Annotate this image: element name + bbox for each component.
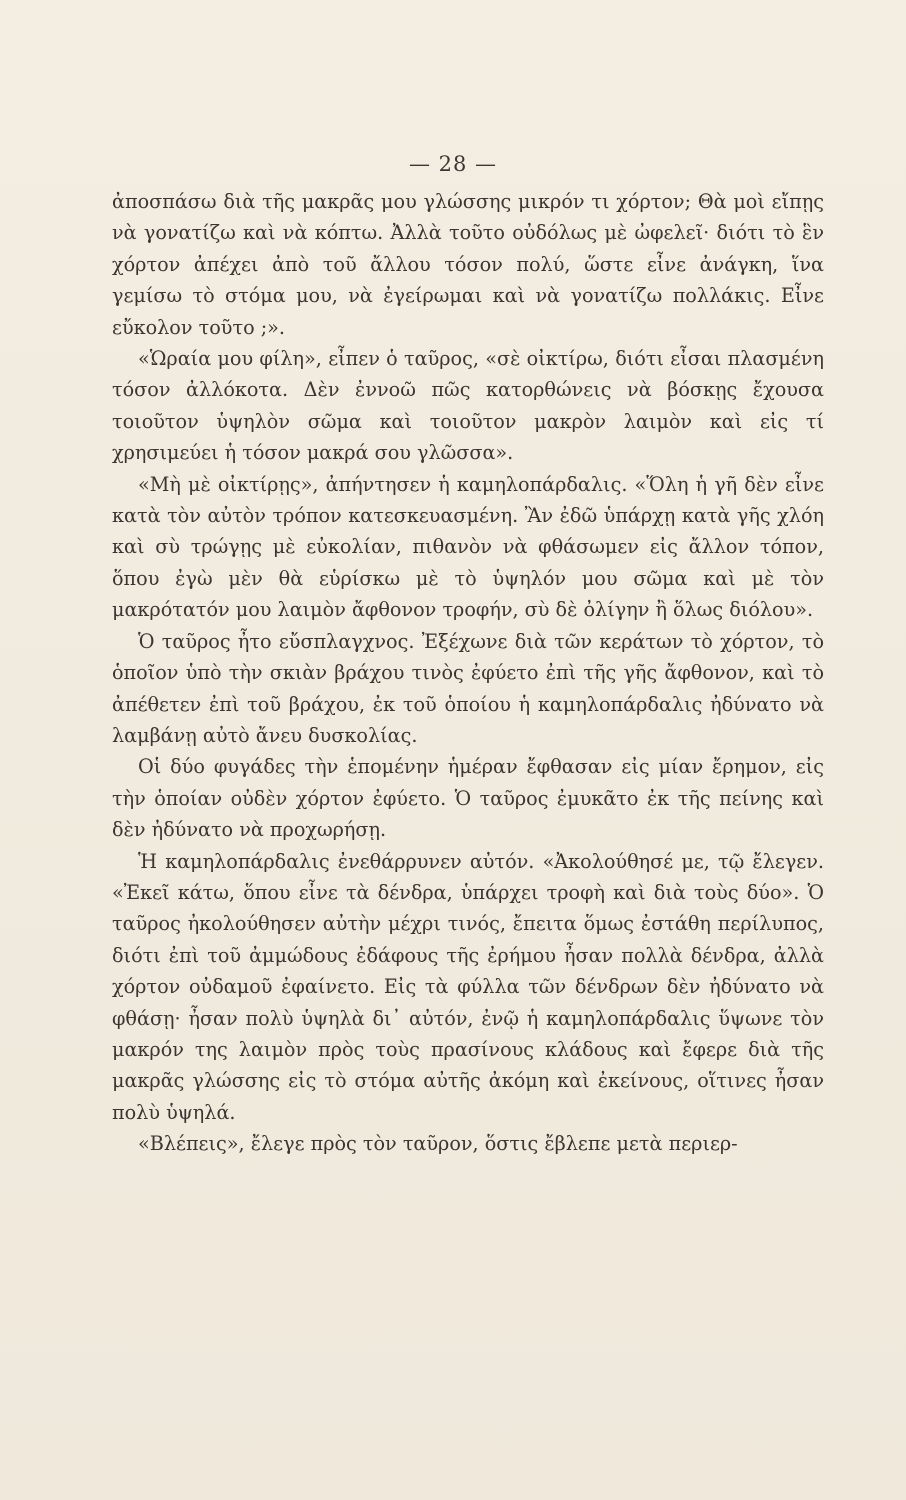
paragraph: «Ὡραία μου φίλη», εἶπεν ὁ ταῦρος, «σὲ οἰκτίρω, διότι εἶσαι πλασμένη τόσον ἀλλόκοτα. Δὲν ἐννοῶ πῶς κατορθώνεις νὰ βόσκῃς ἔχουσα τοιοῦτον ὑψηλὸν σῶμα καὶ τοιοῦτον μακρὸν λαιμὸν καὶ εἰς τί χρησιμεύει ἡ τόσον μακρά σου γλῶσσα».: [112, 347, 824, 465]
page-number: — 28 —: [408, 152, 498, 176]
paragraph: ἀποσπάσω διὰ τῆς μακρᾶς μου γλώσσης μικρόν τι χόρτον; Θὰ μοὶ εἴπῃς νὰ γονατίζω καὶ νὰ κόπτω. Ἀλλὰ τοῦτο οὐδόλως μὲ ὠφελεῖ· διότι τὸ ἓν χόρτον ἀπέχει ἀπὸ τοῦ ἄλλου τόσον πολύ, ὥστε εἶνε ἀνάγκη, ἵνα γεμίσω τὸ στόμα μου, νὰ ἐγείρωμαι καὶ νὰ γονατίζω πολλάκις. Εἶνε εὔκολον τοῦτο ;».: [112, 190, 824, 339]
paragraph: Ὁ ταῦρος ἦτο εὔσπλαγχνος. Ἐξέχωνε διὰ τῶν κεράτων τὸ χόρτον, τὸ ὁποῖον ὑπὸ τὴν σκιὰν βράχου τινὸς ἐφύετο ἐπὶ τῆς γῆς ἄφθονον, καὶ τὸ ἀπέθετεν ἐπὶ τοῦ βράχου, ἐκ τοῦ ὁποίου ἡ καμηλοπάρδαλις ἠδύνατο νὰ λαμβάνῃ αὐτὸ ἄνευ δυσκολίας.: [112, 629, 824, 747]
paragraph: Οἱ δύο φυγάδες τὴν ἑπομένην ἡμέραν ἔφθασαν εἰς μίαν ἔρημον, εἰς τὴν ὁποίαν οὐδὲν χόρτον ἐφύετο. Ὁ ταῦρος ἐμυκᾶτο ἐκ τῆς πείνης καὶ δὲν ἠδύνατο νὰ προχωρήσῃ.: [112, 755, 824, 842]
paragraph: Ἡ καμηλοπάρδαλις ἐνεθάρρυνεν αὐτόν. «Ἀκολούθησέ με, τῷ ἔλεγεν. «Ἐκεῖ κάτω, ὅπου εἶνε τὰ δένδρα, ὑπάρχει τροφὴ καὶ διὰ τοὺς δύο». Ὁ ταῦρος ἠκολούθησεν αὐτὴν μέχρι τινός, ἔπειτα ὅμως ἐστάθη περίλυπος, διότι ἐπὶ τοῦ ἀμμώδους ἐδάφους τῆς ἐρήμου ἦσαν πολλὰ δένδρα, ἀλλὰ χόρτον οὐδαμοῦ ἐφαίνετο. Εἰς τὰ φύλλα τῶν δένδρων δὲν ἠδύνατο νὰ φθάσῃ· ἦσαν πολὺ ὑψηλὰ δι᾽ αὐτόν, ἐνῷ ἡ καμηλοπάρδαλις ὕψωνε τὸν μακρόν της λαιμὸν πρὸς τοὺς πρασίνους κλάδους καὶ ἔφερε διὰ τῆς μακρᾶς γλώσσης εἰς τὸ στόμα αὐτῆς ἀκόμη καὶ ἐκείνους, οἵτινες ἦσαν πολὺ ὑψηλά.: [112, 849, 824, 1124]
body-text: [112, 186, 824, 1160]
paragraph: «Μὴ μὲ οἰκτίρῃς», ἀπήντησεν ἡ καμηλοπάρδαλις. «Ὅλη ἡ γῆ δὲν εἶνε κατὰ τὸν αὐτὸν τρόπον κατεσκευασμένη. Ἂν ἐδῶ ὑπάρχῃ κατὰ γῆς χλόη καὶ σὺ τρώγῃς μὲ εὐκολίαν, πιθανὸν νὰ φθάσωμεν εἰς ἄλλον τόπον, ὅπου ἐγὼ μὲν θὰ εὑρίσκω μὲ τὸ ὑψηλόν μου σῶμα καὶ μὲ τὸν μακρότατόν μου λαιμὸν ἄφθονον τροφήν, σὺ δὲ ὀλίγην ἢ ὅλως διόλου».: [112, 472, 824, 622]
paragraph: «Βλέπεις», ἔλεγε πρὸς τὸν ταῦρον, ὅστις ἔβλεπε μετὰ περιερ-: [138, 1132, 738, 1156]
